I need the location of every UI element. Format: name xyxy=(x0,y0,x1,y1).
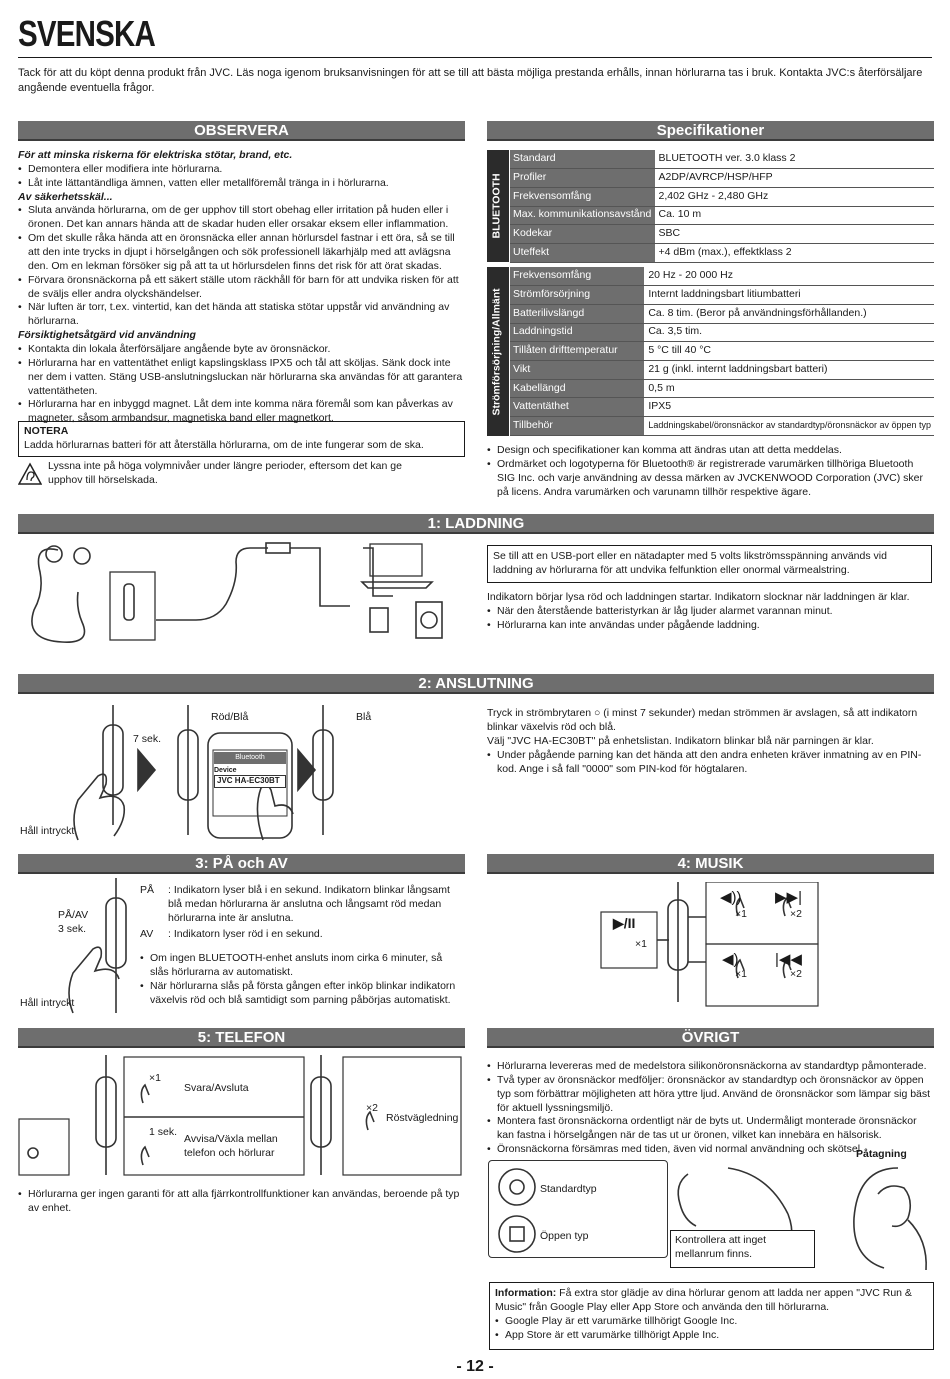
volume-up-count: ×1 xyxy=(735,908,747,920)
eartip-standard-label: Standardtyp xyxy=(540,1183,597,1195)
spec-value: +4 dBm (max.), effektklass 2 xyxy=(655,243,934,262)
label-3-sek: 3 sek. xyxy=(58,923,87,935)
table-row xyxy=(510,150,934,169)
list-item: • Kontakta din lokala återförsäljare angående byte av öronsnäckor. xyxy=(18,343,465,357)
label-bla: Blå xyxy=(356,711,372,723)
anslutning-text1: Tryck in strömbrytaren ○ (i minst 7 sekunder) medan strömmen är avslagen, så att indikatorn blinkar växelvis röd och blå. xyxy=(487,707,918,733)
volume-down-count: ×1 xyxy=(735,968,747,980)
patagning-label: Påtagning xyxy=(856,1148,907,1160)
charging-illustration xyxy=(18,538,473,643)
label-hall-intryckt-2: Håll intryckt xyxy=(20,997,75,1009)
rost-count: ×2 xyxy=(366,1102,378,1114)
spec-key: Standard xyxy=(510,150,655,169)
notera-text: Ladda hörlurarnas batteri för att återställa hörlurarna, om de inte fungerar som de ska. xyxy=(24,438,424,451)
list-item: • Under pågående parning kan det hända att den andra enheten kräver inmatning av en PIN-kod. Ange i så fall "0000" som PIN-kod för högtalaren. xyxy=(487,749,932,777)
warning-text: Lyssna inte på höga volymnivåer under längre perioder, eftersom det kan ge upphov till hörselskada. xyxy=(48,460,402,486)
spec-value: 0,5 m xyxy=(645,379,934,398)
table-row xyxy=(510,417,934,436)
spec-key: Vattentäthet xyxy=(510,398,645,417)
next-track-count: ×2 xyxy=(790,908,802,920)
label-7-sek: 7 sek. xyxy=(133,733,162,745)
table-row xyxy=(510,225,934,244)
list-item: • App Store är ett varumärke tillhörigt Apple Inc. xyxy=(495,1329,928,1343)
spec-key: Tillåten drifttemperatur xyxy=(510,342,645,361)
phone-device-item[interactable]: JVC HA-EC30BT xyxy=(214,775,286,788)
anslutning-heading: 2: ANSLUTNING xyxy=(18,674,934,694)
spec-value: Ca. 8 tim. (Beror på användningsförhållanden.) xyxy=(645,304,934,323)
table-row xyxy=(510,206,934,225)
spec-key: Tillbehör xyxy=(510,417,645,436)
previous-track-icon: |◀◀ xyxy=(775,951,802,968)
list-item: • Google Play är ett varumärke tillhörigt Google Inc. xyxy=(495,1315,928,1329)
spec-key: Strömförsörjning xyxy=(510,286,645,305)
spec-key: Uteffekt xyxy=(510,243,655,262)
spec-value: Ca. 10 m xyxy=(655,206,934,225)
rost-label: Röstvägledning xyxy=(386,1112,459,1124)
spec-value: 20 Hz - 20 000 Hz xyxy=(645,267,934,286)
label-rod-bla: Röd/Blå xyxy=(211,711,249,723)
list-item: • Montera fast öronsnäckorna ordentligt när de byts ut. Undermåligt monterade öronsnäckor kan fastna i hörselgången när de tas ut ur öronen, vilket kan innebära en hälsorisk. xyxy=(487,1115,934,1143)
spec-value: A2DP/AVRCP/HSP/HFP xyxy=(655,169,934,188)
next-track-icon: ▶▶| xyxy=(775,889,802,906)
table-row xyxy=(510,323,934,342)
observera-body xyxy=(18,149,465,426)
spec-value: Internt laddningsbart litiumbatteri xyxy=(645,286,934,305)
spec-heading: Specifikationer xyxy=(487,121,934,141)
spec-side-general: Strömförsörjning/Allmänt xyxy=(487,267,509,436)
spec-value: Ca. 3,5 tim. xyxy=(645,323,934,342)
title-divider xyxy=(18,57,932,58)
phone-device-label: Device xyxy=(214,767,237,774)
list-item: • Hörlurarna har en vattentäthet enligt kapslingsklass IPX5 och tål att sköljas. Sänk dock inte ner dem i vatten. Stäng USB-anslutningsluckan när hörlurarna ska användas för att garantera vattentätheten. xyxy=(18,357,465,399)
observera-sub1: För att minska riskerna för elektriska stötar, brand, etc. xyxy=(18,149,293,161)
telefon-list xyxy=(18,1188,465,1216)
spec-key: Max. kommunikationsavstånd xyxy=(510,206,655,225)
page-number: - 12 - xyxy=(456,1358,494,1375)
kontroll-box: Kontrollera att inget mellanrum finns. xyxy=(670,1230,815,1268)
svara-label: Svara/Avsluta xyxy=(184,1082,249,1094)
volume-up-icon: ◀)) xyxy=(720,889,742,906)
table-row xyxy=(510,243,934,262)
info-list xyxy=(495,1315,928,1343)
eartip-open-label: Öppen typ xyxy=(540,1230,589,1242)
list-item: • Sluta använda hörlurarna, om de ger upphov till stort obehag eller irritation på huden eller i öronen. Det kan annars hända att de skadar huden eller orsakar eksem eller inflammation. xyxy=(18,204,465,232)
observera-sub2: Av säkerhetsskäl... xyxy=(18,190,113,203)
av-key: AV xyxy=(140,928,154,940)
av-text: : Indikatorn lyser röd i en sekund. xyxy=(168,928,323,940)
table-row xyxy=(510,267,934,286)
spec-key: Laddningstid xyxy=(510,323,645,342)
avvisa-duration: 1 sek. xyxy=(149,1126,178,1138)
play-count: ×1 xyxy=(635,938,647,950)
list-item: • Låt inte lättantändliga ämnen, vatten eller metallföremål tränga in i hörlurarna. xyxy=(18,177,465,191)
observera-heading: OBSERVERA xyxy=(18,121,465,141)
spec-key: Kabellängd xyxy=(510,379,645,398)
ovrigt-heading: ÖVRIGT xyxy=(487,1028,934,1048)
table-row xyxy=(510,398,934,417)
table-row xyxy=(510,342,934,361)
spec-value: IPX5 xyxy=(645,398,934,417)
spec-key: Frekvensomfång xyxy=(510,267,645,286)
svara-count: ×1 xyxy=(149,1072,161,1084)
spec-value: Laddningskabel/öronsnäckor av standardtyp/öronsnäckor av öppen typ xyxy=(645,417,934,436)
telefon-heading: 5: TELEFON xyxy=(18,1028,465,1048)
intro-text: Tack för att du köpt denna produkt från JVC. Läs noga igenom bruksanvisningen för att se till att bästa möjliga prestanda erhålls, innan hörlurarna tas i bruk. Kontakta JVC:s återförsäljare angående eventuella frågor. xyxy=(18,67,923,94)
spec-key: Vikt xyxy=(510,360,645,379)
volume-down-icon: ◀) xyxy=(722,951,739,968)
table-row xyxy=(510,187,934,206)
list-item: • Hörlurarna ger ingen garanti för att alla fjärrkontrollfunktioner kan användas, beroende på typ av enhet. xyxy=(18,1188,465,1216)
table-row xyxy=(510,360,934,379)
observera-list3 xyxy=(18,343,465,426)
pa-key: PÅ xyxy=(140,884,155,896)
spec-value: 2,402 GHz - 2,480 GHz xyxy=(655,187,934,206)
list-item: • Öronsnäckorna försämras med tiden, även vid normal användning och skötsel. xyxy=(487,1143,934,1157)
previous-track-count: ×2 xyxy=(790,968,802,980)
anslutning-text2: Välj "JVC HA-EC30BT" på enhetslistan. Indikatorn blinkar blå när parningen är klar. xyxy=(487,735,874,747)
list-item: • Om det skulle råka hända att en öronsnäcka eller annan hörlursdel fastnar i ett öra, så se till att den inte trycks in djupt i hörselgången och sök professionell läkarhjälp med att avlägsna den. Om en lekman försöker sig på att ta ut hörlursdelen finns det risk för att örat skadas. xyxy=(18,232,465,274)
ovrigt-list xyxy=(487,1060,934,1157)
observera-sub3: Försiktighetsåtgärd vid användning xyxy=(18,329,196,342)
laddning-text: Indikatorn börjar lysa röd och laddningen startar. Indikatorn slocknar när laddningen är klar. xyxy=(487,591,910,603)
list-item: • Två typer av öronsnäckor medföljer: öronsnäckor av standardtyp och öronsnäckor av öppen typ som förbättrar möjligheten att höra yttre ljud. Använd de öronsnäckor som lämpar sig bäst för aktuell lyssningsmiljö. xyxy=(487,1074,934,1116)
eartip-box xyxy=(488,1160,668,1258)
laddning-box: Se till att en USB-port eller en nätadapter med 5 volts likströmsspänning används vid laddning av hörlurarna för att undvika felfunktion eller onormal värmealstring. xyxy=(487,545,932,583)
list-item: • Demontera eller modifiera inte hörlurarna. xyxy=(18,163,465,177)
list-item: • Förvara öronsnäckorna på ett säkert ställe utom räckhåll för barn för att undvika risken för att de sväljs eller andra olyckshändelser. xyxy=(18,274,465,302)
spec-key: Kodekar xyxy=(510,225,655,244)
spec-key: Batterilivslängd xyxy=(510,304,645,323)
spec-value: SBC xyxy=(655,225,934,244)
spec-key: Profiler xyxy=(510,169,655,188)
wearing-illustration xyxy=(848,1164,934,1272)
musik-heading: 4: MUSIK xyxy=(487,854,934,874)
observera-list2 xyxy=(18,204,465,329)
list-item: • Om ingen BLUETOOTH-enhet ansluts inom cirka 6 minuter, så slås hörlurarna av automatiskt. xyxy=(140,952,463,980)
list-item: • När luften är torr, t.ex. vintertid, kan det hända att statiska stötar uppstår vid användning av hörlurarna. xyxy=(18,301,465,329)
laddning-heading: 1: LADDNING xyxy=(18,514,934,534)
anslutning-list xyxy=(487,749,932,777)
play-pause-icon: ▶/II xyxy=(613,915,636,931)
pa-text: : Indikatorn lyser blå i en sekund. Indikatorn blinkar långsamt blå medan hörlurarna är anslutna och långsamt röd medan hörlurarna inte är anslutna. xyxy=(168,884,450,924)
table-row xyxy=(510,169,934,188)
notera-title: NOTERA xyxy=(24,425,69,437)
list-item: • När den återstående batteristyrkan är låg ljuder alarmet varannan minut. xyxy=(487,605,932,619)
label-hall-intryckt: Håll intryckt xyxy=(20,825,75,837)
notera-box xyxy=(18,421,465,457)
spec-value: 5 °C till 40 °C xyxy=(645,342,934,361)
spec-table-bluetooth xyxy=(510,150,934,263)
phone-bluetooth-label: Bluetooth xyxy=(214,752,286,764)
table-row xyxy=(510,304,934,323)
list-item: • Ordmärket och logotyperna för Bluetooth® är registrerade varumärken tillhöriga Bluetooth SIG Inc. och varje användning av dessa märken av JVCKENWOOD Corporation (JVC) sker på licens. Andra varumärken och varunamn tillhör respektive ägare. xyxy=(487,458,932,500)
observera-list1 xyxy=(18,163,465,191)
info-text: Information: Få extra stor glädje av dina hörlurar genom att ladda ner appen "JVC Run & Music" från Google Play eller App Store och använda den till hörlurarna. xyxy=(495,1287,912,1313)
paav-list xyxy=(140,952,463,1007)
spec-table-general xyxy=(510,267,934,436)
spec-value: BLUETOOTH ver. 3.0 klass 2 xyxy=(655,150,934,169)
info-box xyxy=(489,1282,934,1350)
paav-heading: 3: PÅ och AV xyxy=(18,854,465,874)
table-row xyxy=(510,379,934,398)
spec-value: 21 g (inkl. internt laddningsbart batteri) xyxy=(645,360,934,379)
page-title: SVENSKA xyxy=(18,13,155,54)
laddning-list xyxy=(487,605,932,633)
list-item: • Hörlurarna kan inte användas under pågående laddning. xyxy=(487,619,932,633)
spec-side-bluetooth: BLUETOOTH xyxy=(487,150,509,262)
table-row xyxy=(510,286,934,305)
list-item: • Hörlurarna levereras med de medelstora silikonöronsnäckorna av standardtyp påmonterade. xyxy=(487,1060,934,1074)
list-item: • Hörlurarna har en inbyggd magnet. Låt dem inte komma nära föremål som kan påverkas av magneter, såsom armbandsur, magnetiska band eller magnetkort. xyxy=(18,398,465,426)
label-paav: PÅ/AV xyxy=(58,909,89,921)
list-item: • Design och specifikationer kan komma att ändras utan att detta meddelas. xyxy=(487,444,932,458)
list-item: • När hörlurarna slås på första gången efter inköp blinkar indikatorn växelvis röd och blå samtidigt som parning påbörjas automatiskt. xyxy=(140,980,463,1008)
spec-key: Frekvensomfång xyxy=(510,187,655,206)
avvisa-label: Avvisa/Växla mellan telefon och hörlurar xyxy=(184,1133,278,1159)
spec-notes xyxy=(487,444,932,499)
hearing-warning-icon xyxy=(18,462,42,486)
